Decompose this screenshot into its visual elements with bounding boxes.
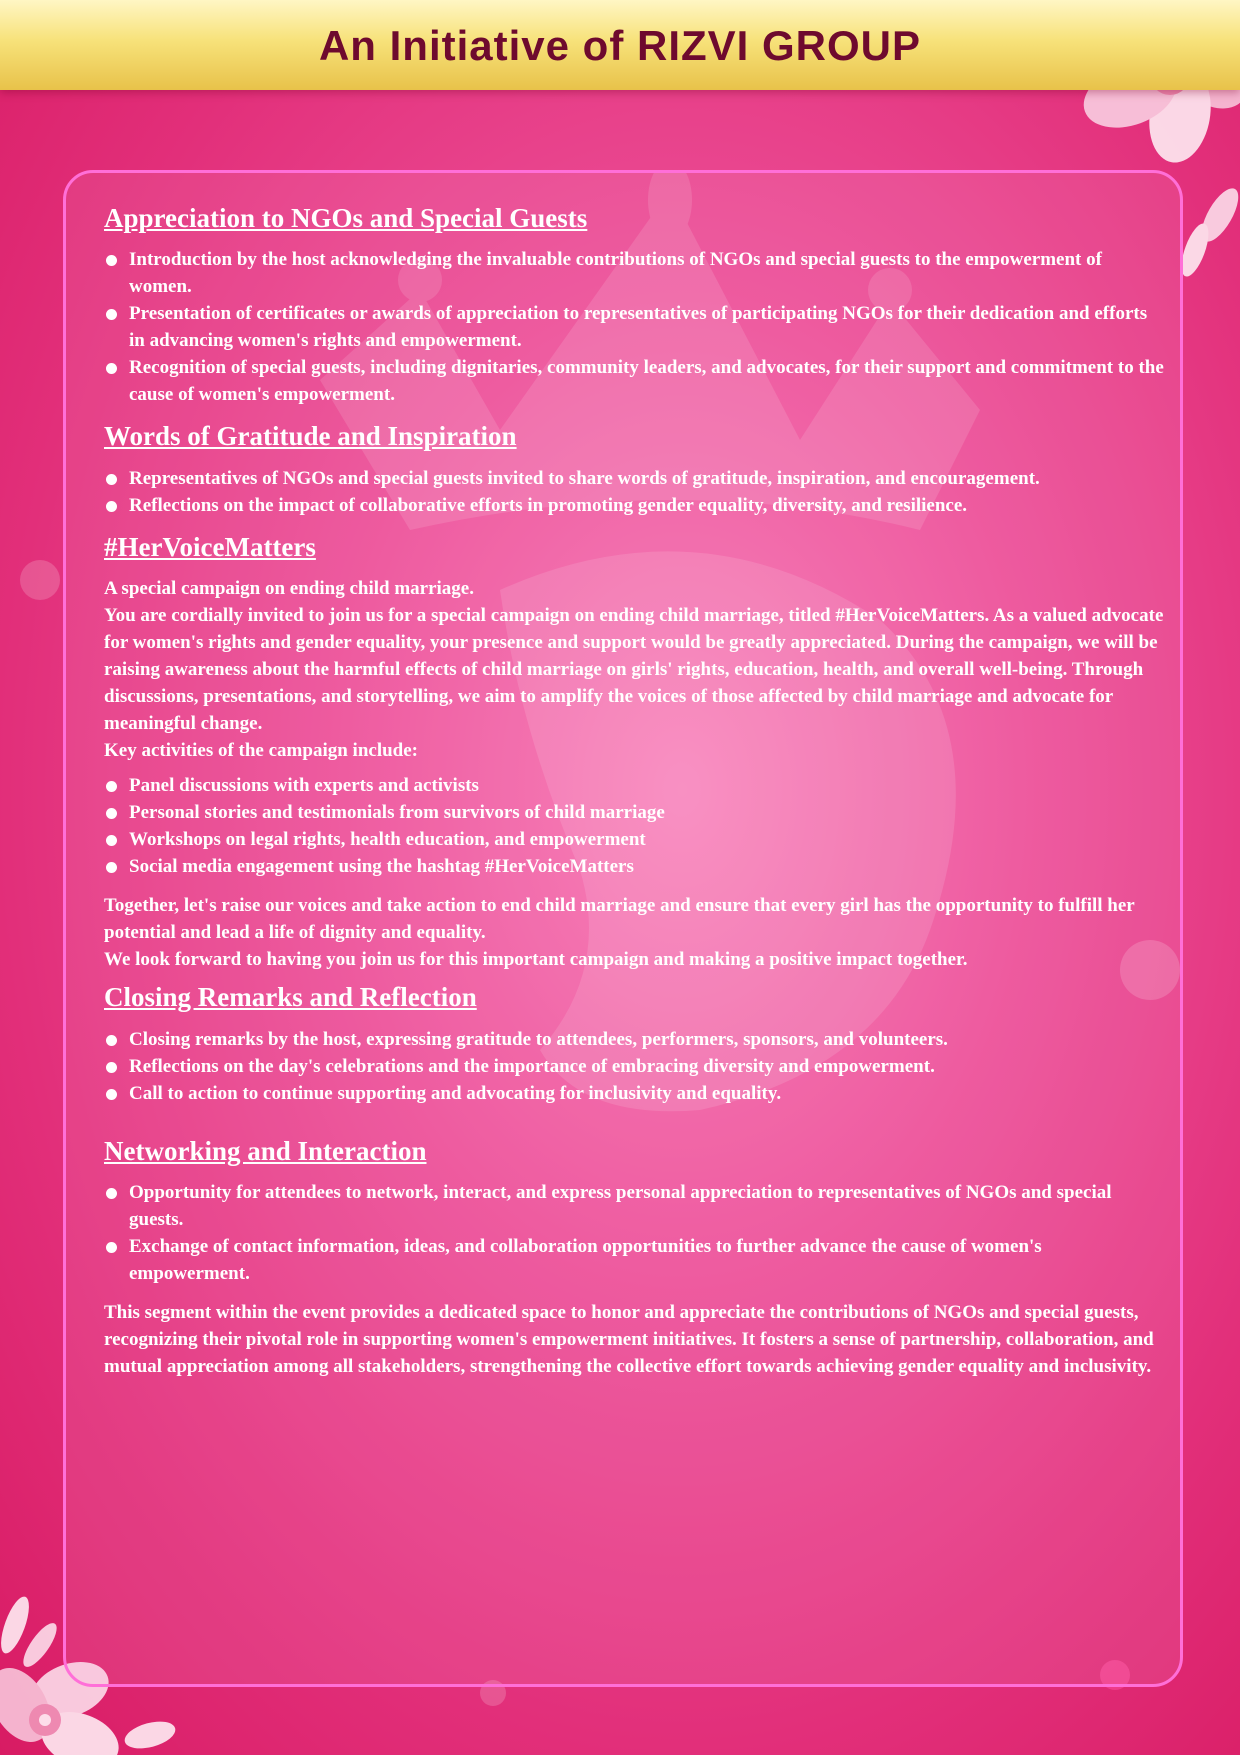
campaign-closing-text: Together, let's raise our voices and take action to end child marriage and ensure that every girl has the opportunity to fulfill her potential and lead a life of dignity and equality. xyxy=(104,895,1135,944)
section-heading-networking: Networking and Interaction xyxy=(104,1135,427,1166)
section-heading-closing: Closing Remarks and Reflection xyxy=(104,982,477,1013)
campaign-invitation-text: We look forward to having you join us for this important campaign and making a positive impact together. xyxy=(104,949,968,971)
list-item: Exchange of contact information, ideas, and collaboration opportunities to further advance the cause of women's empowerment. xyxy=(104,1233,1164,1287)
list-item: Workshops on legal rights, health education, and empowerment xyxy=(104,826,1164,853)
banner-title: An Initiative of RIZVI GROUP xyxy=(318,22,922,69)
content-body xyxy=(104,202,1164,1380)
list-item: Call to action to continue supporting and advocating for inclusivity and equality. xyxy=(104,1080,1164,1107)
list-item: Reflections on the impact of collaborative efforts in promoting gender equality, diversity, and resilience. xyxy=(104,492,1164,519)
list-item: Personal stories and testimonials from survivors of child marriage xyxy=(104,799,1164,826)
campaign-body: You are cordially invited to join us for a special campaign on ending child marriage, titled #HerVoiceMatters. As a valued advocate for women's rights and gender equality, your presence and support would be greatly appreciated. During the campaign, we will be raising awareness about the harmful effects of child marriage on girls' rights, education, health, and overall well-being. Through discussions, presentations, and storytelling, we aim to amplify the voices of those affected by child marriage and advocate for meaningful change. xyxy=(104,605,1164,735)
segment-summary: This segment within the event provides a dedicated space to honor and appreciate the contributions of NGOs and special guests, recognizing their pivotal role in supporting women's empowerment initiatives. It fosters a sense of partnership, collaboration, and mutual appreciation among all stakeholders, strengthening the collective effort towards achieving gender equality and inclusivity. xyxy=(104,1301,1154,1377)
campaign-intro: A special campaign on ending child marriage. xyxy=(104,578,474,600)
list-item: Closing remarks by the host, expressing gratitude to attendees, performers, sponsors, and volunteers. xyxy=(104,1026,1164,1053)
header-banner xyxy=(0,0,1240,90)
list-item: Opportunity for attendees to network, interact, and express personal appreciation to representatives of NGOs and special guests. xyxy=(104,1179,1164,1233)
gratitude-list xyxy=(104,465,1164,519)
list-item: Social media engagement using the hashtag #HerVoiceMatters xyxy=(104,853,1164,880)
list-item: Reflections on the day's celebrations and the importance of embracing diversity and empowerment. xyxy=(104,1053,1164,1080)
section-heading-gratitude: Words of Gratitude and Inspiration xyxy=(104,421,517,452)
bokeh-light xyxy=(20,560,60,600)
list-item: Panel discussions with experts and activists xyxy=(104,772,1164,799)
campaign-activities-label: Key activities of the campaign include: xyxy=(104,740,418,762)
closing-list xyxy=(104,1026,1164,1107)
section-heading-appreciation: Appreciation to NGOs and Special Guests xyxy=(104,203,588,233)
networking-list xyxy=(104,1179,1164,1287)
list-item: Representatives of NGOs and special guests invited to share words of gratitude, inspiration, and encouragement. xyxy=(104,465,1164,492)
campaign-activities-list xyxy=(104,772,1164,880)
list-item: Recognition of special guests, including dignitaries, community leaders, and advocates, for their support and commitment to the cause of women's empowerment. xyxy=(104,354,1164,408)
appreciation-list xyxy=(104,246,1164,408)
list-item: Introduction by the host acknowledging the invaluable contributions of NGOs and special guests to the empowerment of women. xyxy=(104,246,1164,300)
section-heading-hervoicematters: #HerVoiceMatters xyxy=(104,531,316,562)
list-item: Presentation of certificates or awards of appreciation to representatives of participating NGOs for their dedication and efforts in advancing women's rights and empowerment. xyxy=(104,300,1164,354)
